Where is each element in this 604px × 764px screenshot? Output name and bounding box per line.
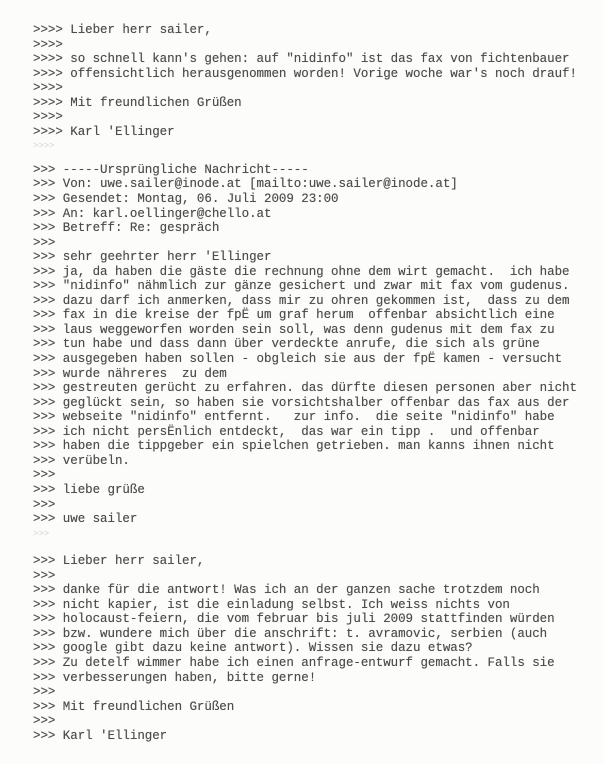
text-line: >>> webseite "nidinfo" entfernt. zur info. die seite "nidinfo" habe <box>33 410 555 425</box>
text-line: >>>> <box>33 81 63 96</box>
text-line: >>> dazu darf ich anmerken, dass mir zu ohren gekommen ist, dass zu dem <box>33 293 570 308</box>
text-line: >>> gestreuten gerücht zu erfahren. das dürfte diesen personen aber nicht <box>33 381 577 396</box>
text-line: >>> <box>33 235 56 250</box>
text-line: >>> ja, da haben die gäste die rechnung ohne dem wirt gemacht. ich habe <box>33 264 570 279</box>
text-line: >>> tun habe und dass dann über verdeckte anrufe, die sich als grüne <box>33 337 540 352</box>
text-line: >>>> <box>33 110 63 125</box>
text-line: >>>> <box>33 37 63 52</box>
text-line: >>>> Mit freundlichen Grüßen <box>33 95 242 110</box>
text-line: >>>> offensichtlich herausgenommen worden! Vorige woche war's noch drauf! <box>33 66 577 81</box>
text-line: >>> fax in die kreise der fpЁ um graf herum offenbar absichtlich eine <box>33 308 555 323</box>
text-line: >>> ausgegeben haben sollen - obgleich sie aus der fpЁ kamen - versucht <box>33 352 563 367</box>
faded-quote-marks: >>>> <box>33 141 55 152</box>
text-line: >>> google gibt dazu keine antwort). Wissen sie dazu etwas? <box>33 641 473 656</box>
text-line: >>> Zu detelf wimmer habe ich einen anfrage-entwurf gemacht. Falls sie <box>33 655 555 670</box>
text-line: >>> danke für die antwort! Was ich an der ganzen sache trotzdem noch <box>33 583 540 598</box>
header-from: >>> Von: uwe.sailer@inode.at [mailto:uwe.sailer@inode.at] <box>33 177 458 192</box>
text-line: >>> holocaust-feiern, die vom februar bis juli 2009 stattfinden würden <box>33 612 555 627</box>
faded-quote-marks: >>> <box>33 528 50 539</box>
text-line: >>> haben die tippgeber ein spielchen getrieben. man kanns ihnen nicht <box>33 439 555 454</box>
text-line: >>> <box>33 568 56 583</box>
email-text-content <box>33 23 600 743</box>
text-line: >>>> Lieber herr sailer, <box>33 23 212 37</box>
text-line: >>> Mit freundlichen Grüßen <box>33 699 235 714</box>
text-line: >>> <box>33 685 56 700</box>
text-line: >>> liebe grüße <box>33 482 145 497</box>
text-line: >>> bzw. wundere mich über die anschrift: t. avramovic, serbien (auch <box>33 626 548 641</box>
text-line: >>> sehr geehrter herr 'Ellinger <box>33 250 272 265</box>
text-line: >>>> so schnell kann's gehen: auf "nidinfo" ist das fax von fichtenbauer <box>33 52 570 67</box>
text-line-signature: >>> uwe sailer <box>33 512 138 527</box>
email-block-reply-quote4 <box>33 23 600 154</box>
text-line: >>> laus weggeworfen worden sein soll, was denn gudenus mit dem fax zu <box>33 322 555 337</box>
text-line: >>> <box>33 468 56 483</box>
header-sent: >>> Gesendet: Montag, 06. Juli 2009 23:00 <box>33 192 339 207</box>
header-subject: >>> Betreff: Re: gespräch <box>33 221 220 236</box>
text-line: >>> "nidinfo" nähmlich zur gänze gesichert und zwar mit fax vom gudenus. <box>33 279 570 294</box>
text-line: >>> nicht kapier, ist die einladung selbst. Ich weiss nichts von <box>33 597 510 612</box>
text-line: >>> <box>33 714 56 729</box>
email-block-original-message <box>33 163 600 541</box>
email-block-reply-quote3 <box>33 554 600 743</box>
header-to: >>> An: karl.oellinger@chello.at <box>33 206 272 221</box>
text-line: >>> verbesserungen haben, bitte gerne! <box>33 670 317 685</box>
text-line: >>> Lieber herr sailer, <box>33 554 205 569</box>
text-line: >>> wurde nähreres zu dem <box>33 366 227 381</box>
original-message-separator: >>> -----Ursprüngliche Nachricht----- <box>33 162 309 177</box>
text-line: >>> geglückt sein, so haben sie vorsichtshalber offenbar das fax aus der <box>33 395 570 410</box>
text-line: >>> <box>33 497 56 512</box>
text-line-signature: >>>> Karl 'Ellinger <box>33 124 175 139</box>
text-line-signature: >>> Karl 'Ellinger <box>33 728 168 743</box>
text-line: >>> ich nicht persЁnlich entdeckt, das war ein tipp . und offenbar <box>33 424 540 439</box>
text-line: >>> verübeln. <box>33 453 130 468</box>
